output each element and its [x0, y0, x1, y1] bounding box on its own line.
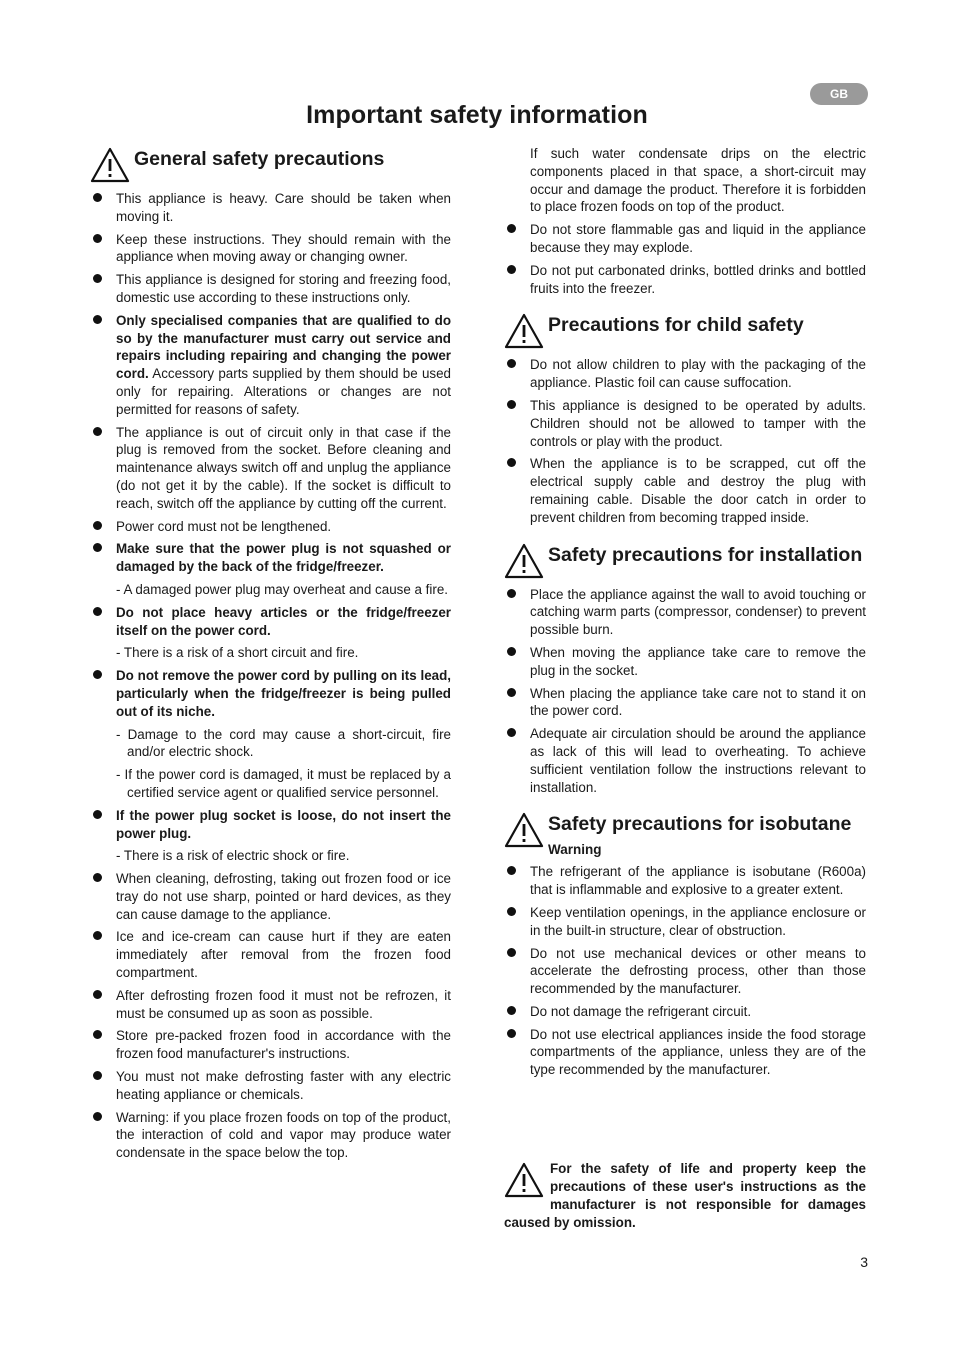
- list-item: [504, 221, 866, 257]
- list-item-bold-text: Only specialised companies that are qualified to do so by the manufacturer must carry out service and repairs including repairing and changing the power cord.: [116, 312, 451, 382]
- list-item: [504, 455, 866, 526]
- bullet-dot-icon: [93, 1112, 102, 1121]
- bullet-dot-icon: [93, 234, 102, 243]
- bullet-dot-icon: [507, 359, 516, 368]
- list-item: [90, 540, 451, 576]
- list-item-text: When cleaning, defrosting, taking out frozen food or ice tray do not use sharp, pointed or hard devices, as they can cause damage to the appliance.: [116, 871, 451, 922]
- list-item: [504, 1003, 866, 1021]
- list-item: [90, 1068, 451, 1104]
- sub-item-text: - If the power cord is damaged, it must be replaced by a certified service agent or qualified service personnel.: [116, 767, 451, 800]
- bullet-dot-icon: [507, 948, 516, 957]
- section: [90, 144, 451, 1162]
- warning-triangle-icon: [504, 1162, 544, 1198]
- bullet-dot-icon: [507, 1006, 516, 1015]
- sub-item: [90, 766, 451, 802]
- bullet-dot-icon: [93, 670, 102, 679]
- list-item: [504, 586, 866, 639]
- language-badge: GB: [810, 83, 868, 105]
- list-item-text: Do not allow children to play with the packaging of the appliance. Plastic foil can cause suffocation.: [530, 357, 866, 391]
- section: [504, 532, 866, 797]
- list-item-text: This appliance is designed to be operated by adults. Children should not be allowed to tamper with the controls or play with the product.: [530, 397, 866, 449]
- list-item-text: This appliance is designed for storing and freezing food, domestic use according to these instructions only.: [116, 272, 451, 305]
- bullet-dot-icon: [93, 607, 102, 616]
- bullet-dot-icon: [507, 866, 516, 875]
- page-number: 3: [860, 1254, 868, 1270]
- right-column: [504, 145, 866, 1084]
- list-item: [504, 644, 866, 680]
- list-item-bold-text: Do not place heavy articles or the fridge/freezer itself on the power cord.: [116, 604, 451, 638]
- bullet-dot-icon: [93, 1030, 102, 1039]
- bullet-dot-icon: [507, 688, 516, 697]
- bullet-dot-icon: [507, 589, 516, 598]
- bullet-dot-icon: [507, 265, 516, 274]
- list-item: [504, 945, 866, 998]
- continued-paragraph: If such water condensate drips on the electric components placed in that space, a short-circuit may occur and damage the product. Therefore it is forbidden to place frozen foods on top of the product.: [530, 146, 866, 215]
- list-item-text: Adequate air circulation should be around the appliance as lack of this will lead to overheating. To achieve sufficient ventilation follow the instructions relevant to installation.: [530, 726, 866, 795]
- bullet-dot-icon: [507, 458, 516, 467]
- list-item: [504, 863, 866, 899]
- bullet-dot-icon: [93, 810, 102, 819]
- list-item: [90, 518, 451, 536]
- list-item-text: The appliance is out of circuit only in that case if the plug is removed from the socket. Before cleaning and maintenance always switch off and unplug the appliance (do not get it by the cable). If the socket is difficult to reach, switch off the appliance by cutting off the current.: [116, 424, 451, 511]
- page-title: Important safety information: [306, 101, 648, 129]
- list-item: [90, 424, 451, 513]
- bullet-dot-icon: [507, 400, 516, 409]
- left-column: [90, 144, 451, 1167]
- bullet-dot-icon: [93, 274, 102, 283]
- bullet-dot-icon: [507, 1029, 516, 1038]
- list-item-text: Do not use mechanical devices or other means to accelerate the defrosting process, other than those recommended by the manufacturer.: [530, 945, 866, 997]
- section-header: [90, 144, 451, 180]
- sub-item: [90, 581, 451, 599]
- list-item: [90, 987, 451, 1023]
- sub-item-text: - A damaged power plug may overheat and cause a fire.: [116, 581, 448, 597]
- list-item-text: When placing the appliance take care not to stand it on the power cord.: [530, 685, 866, 719]
- list-item-text: Store pre-packed frozen food in accordance with the frozen food manufacturer's instructions.: [116, 1028, 451, 1062]
- list-item: [90, 604, 451, 640]
- list-item-text: Place the appliance against the wall to avoid touching or catching warm parts (compressor, condenser) to prevent possible burn.: [530, 586, 866, 638]
- list-item-text: When the appliance is to be scrapped, cut off the electrical supply cable and destroy the plug with remaining cable. Disable the door catch in order to prevent children from becoming trapped inside.: [530, 456, 866, 525]
- list-item: [504, 356, 866, 392]
- sub-item-text: - Damage to the cord may cause a short-circuit, fire and/or electric shock.: [116, 726, 451, 760]
- section-heading: General safety precautions: [134, 148, 385, 170]
- bullet-dot-icon: [93, 427, 102, 436]
- list-item: [504, 397, 866, 450]
- list-item-text: Do not put carbonated drinks, bottled drinks and bottled fruits into the freezer.: [530, 262, 866, 296]
- list-item-text: After defrosting frozen food it must not be refrozen, it must be consumed up as soon as possible.: [116, 987, 451, 1021]
- bullet-dot-icon: [507, 647, 516, 656]
- list-item-text: Power cord must not be lengthened.: [116, 518, 332, 534]
- list-item: [90, 271, 451, 307]
- list-item-bold-text: Do not remove the power cord by pulling on its lead, particularly when the fridge/freezer is being pulled out of its niche.: [116, 668, 451, 719]
- list-item: [90, 312, 451, 419]
- bullet-dot-icon: [93, 1071, 102, 1080]
- section-heading: Safety precautions for isobutane: [548, 813, 852, 836]
- list-item-text: Do not damage the refrigerant circuit.: [530, 1003, 752, 1019]
- list-item-text: Accessory parts supplied by them should be used only for repairing. Alterations or changes are not permitted for reasons of safety.: [116, 366, 451, 417]
- continued-list: [504, 221, 866, 297]
- warning-triangle-icon: [90, 147, 130, 183]
- bullet-dot-icon: [93, 521, 102, 530]
- bullet-dot-icon: [93, 193, 102, 202]
- bullet-dot-icon: [93, 543, 102, 552]
- section-header: [504, 809, 866, 859]
- sub-item-text: - There is a risk of electric shock or fire.: [116, 848, 350, 864]
- section-list: [504, 863, 866, 1079]
- list-item: [504, 904, 866, 940]
- section-list: [90, 190, 451, 1162]
- warning-triangle-icon: [504, 313, 544, 349]
- list-item-text: You must not make defrosting faster with any electric heating appliance or chemicals.: [116, 1069, 451, 1102]
- list-item-bold-text: If the power plug socket is loose, do not insert the power plug.: [116, 807, 451, 841]
- bullet-dot-icon: [93, 990, 102, 999]
- list-item: [90, 667, 451, 720]
- list-item: [90, 807, 451, 843]
- list-item: [90, 870, 451, 923]
- bullet-dot-icon: [93, 931, 102, 940]
- section-heading: Safety precautions for installation: [548, 543, 863, 566]
- section: [504, 302, 866, 526]
- closing-notice: [504, 1160, 866, 1232]
- bullet-dot-icon: [93, 315, 102, 324]
- list-item: [90, 1027, 451, 1063]
- list-item-text: This appliance is heavy. Care should be taken when moving it.: [116, 191, 451, 224]
- section-list: [504, 586, 866, 797]
- list-item: [504, 262, 866, 298]
- list-item: [504, 1026, 866, 1079]
- section-heading: Precautions for child safety: [548, 314, 804, 337]
- sub-item: [90, 726, 451, 762]
- list-item-text: Keep these instructions. They should remain with the appliance when moving away or changing owner.: [116, 231, 451, 265]
- list-item: [504, 725, 866, 796]
- list-item: [504, 685, 866, 721]
- bullet-dot-icon: [93, 873, 102, 882]
- section-list: [504, 356, 866, 526]
- list-item: [90, 231, 451, 267]
- bullet-dot-icon: [507, 728, 516, 737]
- section-header: [504, 540, 866, 576]
- sub-item-text: - There is a risk of a short circuit and fire.: [116, 645, 359, 661]
- list-item-text: The refrigerant of the appliance is isobutane (R600a) that is inflammable and explosive to a greater extent.: [530, 864, 866, 898]
- list-item-text: Keep ventilation openings, in the appliance enclosure or in the built-in structure, clear of obstruction.: [530, 904, 866, 938]
- closing-notice-text: For the safety of life and property keep the precautions of these user's instructions as the manufacturer is not responsible for damages caused by omission.: [504, 1161, 866, 1230]
- sub-item: [90, 644, 451, 662]
- list-item: [90, 190, 451, 226]
- list-item-text: Warning: if you place frozen foods on top of the product, the interaction of cold and vapor may produce water condensate in the space below the top.: [116, 1109, 451, 1161]
- section-subheading: Warning: [548, 842, 602, 858]
- list-item-bold-text: Make sure that the power plug is not squashed or damaged by the back of the fridge/freezer.: [116, 541, 451, 575]
- list-item: [90, 928, 451, 981]
- sub-item: [90, 847, 451, 865]
- bullet-dot-icon: [507, 907, 516, 916]
- warning-triangle-icon: [504, 812, 544, 848]
- section-header: [504, 310, 866, 346]
- list-item: [90, 1109, 451, 1162]
- bullet-dot-icon: [507, 224, 516, 233]
- list-item-text: Do not store flammable gas and liquid in the appliance because they may explode.: [530, 222, 866, 255]
- warning-triangle-icon: [504, 543, 544, 579]
- list-item-text: Ice and ice-cream can cause hurt if they are eaten immediately after removal from the frozen food compartment.: [116, 929, 451, 981]
- list-item-text: When moving the appliance take care to remove the plug in the socket.: [530, 644, 866, 678]
- section: [504, 801, 866, 1079]
- list-item-text: Do not use electrical appliances inside the food storage compartments of the appliance, unless they are of the type recommended by the manufacturer.: [530, 1026, 866, 1078]
